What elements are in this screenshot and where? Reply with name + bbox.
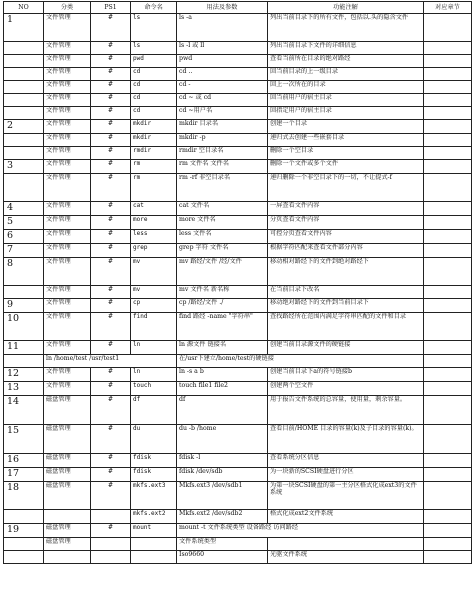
ps1-cell: #	[91, 368, 131, 382]
ps1-cell: #	[91, 396, 131, 425]
category-cell: 文件管理	[44, 341, 91, 355]
description-cell: 查看目前/HOME 目录的容量(k)及子目录的容量(k)。	[268, 425, 424, 454]
category-cell: 磁盘管理	[44, 524, 91, 538]
table-row	[4, 286, 472, 299]
description-cell: 可控分页查看文件内容	[268, 230, 424, 244]
description-cell: 根据字符匹配来查看文件部分内容	[268, 244, 424, 258]
ps1-cell: #	[91, 134, 131, 147]
description-cell	[268, 538, 424, 551]
table-row	[4, 313, 472, 341]
description-cell: 删除一个文件或多个文件	[268, 160, 424, 174]
description-cell: 移动绝对路经下的文件到当前目录下	[268, 299, 424, 313]
usage-cell: cp /路经/文件 ./	[177, 299, 268, 313]
table-row	[4, 382, 472, 396]
usage-cell: Mkfs.ext3 /dev/sdb1	[177, 482, 268, 510]
ps1-cell: #	[91, 482, 131, 510]
usage-cell: cd ~用户名	[177, 107, 268, 120]
row-number	[4, 174, 44, 202]
description-cell: 创建当前目录源文件的硬链接	[268, 341, 424, 355]
section-cell	[424, 368, 472, 382]
section-cell	[424, 299, 472, 313]
table-row	[4, 396, 472, 425]
command-cell: less	[131, 230, 177, 244]
section-cell	[424, 355, 472, 368]
row-number: 10	[4, 313, 44, 341]
category-cell: 文件管理	[44, 81, 91, 94]
ps1-cell: #	[91, 147, 131, 160]
command-cell: pwd	[131, 55, 177, 68]
usage-cell: mount -t 文件系统类型 设备路经 访问路经	[177, 524, 424, 538]
usage-cell: touch file1 file2	[177, 382, 268, 396]
row-number: 1	[4, 14, 44, 42]
row-number	[4, 107, 44, 120]
command-cell: touch	[131, 382, 177, 396]
description-cell: 查找路经所在范围内满足字符串匹配的文件和目录	[268, 313, 424, 341]
section-cell	[424, 258, 472, 286]
ps1-cell: #	[91, 68, 131, 81]
section-cell	[424, 538, 472, 551]
category-cell: 磁盘管理	[44, 482, 91, 510]
category-cell: 磁盘管理	[44, 425, 91, 454]
header-section: 对应章节	[424, 2, 472, 14]
table-row	[4, 134, 472, 147]
description-cell: 回当前目录的上一级目录	[268, 68, 424, 81]
section-cell	[424, 134, 472, 147]
usage-cell: cat 文件名	[177, 202, 268, 216]
category-cell: 文件管理	[44, 134, 91, 147]
description-cell: 移动相对路经下的文件到绝对路经下	[268, 258, 424, 286]
command-cell: df	[131, 396, 177, 425]
section-cell	[424, 147, 472, 160]
ps1-cell: #	[91, 174, 131, 202]
category-cell: 磁盘管理	[44, 538, 91, 551]
command-cell: mv	[131, 286, 177, 299]
category-cell: 文件管理	[44, 382, 91, 396]
category-cell: 文件管理	[44, 55, 91, 68]
category-cell: 文件管理	[44, 160, 91, 174]
ps1-cell	[91, 538, 131, 551]
command-cell: find	[131, 313, 177, 341]
merged-command-cell: ln /home/test /usr/test1	[44, 355, 177, 368]
table-row	[4, 174, 472, 202]
row-number: 14	[4, 396, 44, 425]
command-cell: mkdir	[131, 120, 177, 134]
description-cell: 递归式去创建一些嵌套目录	[268, 134, 424, 147]
usage-cell: mv 路经/文件 /经/文件	[177, 258, 268, 286]
usage-cell: ls -a	[177, 14, 268, 42]
ps1-cell: #	[91, 160, 131, 174]
row-number	[4, 538, 44, 551]
table-row	[4, 425, 472, 454]
command-cell: fdisk	[131, 454, 177, 468]
command-cell: cp	[131, 299, 177, 313]
table-row	[4, 230, 472, 244]
header-row	[4, 2, 472, 14]
command-cell: cd	[131, 94, 177, 107]
description-cell: 光驱文件系统	[268, 551, 424, 564]
description-cell: 列出当前目录下的所有文件，包括以.头的隐含文件	[268, 14, 424, 42]
usage-cell: fdisk -l	[177, 454, 268, 468]
row-number	[4, 147, 44, 160]
usage-cell: 文件系统类型	[177, 538, 268, 551]
section-cell	[424, 313, 472, 341]
category-cell: 文件管理	[44, 14, 91, 42]
row-number	[4, 94, 44, 107]
row-number	[4, 42, 44, 55]
table-row	[4, 368, 472, 382]
table-row	[4, 355, 472, 368]
ps1-cell: #	[91, 55, 131, 68]
ps1-cell	[91, 510, 131, 524]
table-row	[4, 510, 472, 524]
ps1-cell: #	[91, 202, 131, 216]
table-row	[4, 202, 472, 216]
category-cell: 文件管理	[44, 42, 91, 55]
header-description: 功能注解	[268, 2, 424, 14]
usage-cell: ln -s a b	[177, 368, 268, 382]
usage-cell: df	[177, 396, 268, 425]
section-cell	[424, 524, 472, 538]
command-cell: ls	[131, 14, 177, 42]
table-row	[4, 14, 472, 42]
linux-command-table	[3, 1, 472, 564]
description-cell: 列出当前目录下文件的详细信息	[268, 42, 424, 55]
usage-cell: mkdir -p	[177, 134, 268, 147]
row-number: 9	[4, 299, 44, 313]
table-row	[4, 160, 472, 174]
section-cell	[424, 454, 472, 468]
command-cell: rm	[131, 160, 177, 174]
table-row	[4, 42, 472, 55]
row-number: 11	[4, 341, 44, 355]
command-cell: cd	[131, 81, 177, 94]
description-cell: 查看当前所在目录的绝对路经	[268, 55, 424, 68]
usage-cell: cd ..	[177, 68, 268, 81]
ps1-cell: #	[91, 14, 131, 42]
usage-cell: grep 字符 文件名	[177, 244, 268, 258]
table-row	[4, 216, 472, 230]
category-cell: 文件管理	[44, 230, 91, 244]
section-cell	[424, 55, 472, 68]
table-row	[4, 551, 472, 564]
header-category: 分类	[44, 2, 91, 14]
command-reference-document	[3, 1, 471, 587]
category-cell: 文件管理	[44, 68, 91, 81]
ps1-cell: #	[91, 230, 131, 244]
description-cell: 一屏查看文件内容	[268, 202, 424, 216]
table-row	[4, 341, 472, 355]
description-cell: 格式化成ext2文件系统	[268, 510, 424, 524]
command-cell: mkfs.ext2	[131, 510, 177, 524]
usage-cell: rmdir 空目录名	[177, 147, 268, 160]
section-cell	[424, 382, 472, 396]
category-cell	[44, 551, 91, 564]
table-row	[4, 55, 472, 68]
table-row	[4, 538, 472, 551]
row-number	[4, 286, 44, 299]
command-cell: cd	[131, 68, 177, 81]
category-cell	[44, 510, 91, 524]
command-cell: du	[131, 425, 177, 454]
row-number: 12	[4, 368, 44, 382]
description-cell: 为第一块SCSI硬盘的第一主分区格式化成ext3的文件系统	[268, 482, 424, 510]
table-row	[4, 81, 472, 94]
description-cell: 分页查看文件内容	[268, 216, 424, 230]
section-cell	[424, 174, 472, 202]
usage-cell: find 路经 -name "字符串"	[177, 313, 268, 341]
section-cell	[424, 94, 472, 107]
section-cell	[424, 216, 472, 230]
ps1-cell: #	[91, 244, 131, 258]
command-cell: rm	[131, 174, 177, 202]
header-usage: 用法及参数	[177, 2, 268, 14]
category-cell: 磁盘管理	[44, 454, 91, 468]
usage-cell: mkdir 目录名	[177, 120, 268, 134]
row-number: 15	[4, 425, 44, 454]
category-cell: 磁盘管理	[44, 468, 91, 482]
ps1-cell: #	[91, 216, 131, 230]
usage-cell: less 文件名	[177, 230, 268, 244]
row-number: 6	[4, 230, 44, 244]
ps1-cell: #	[91, 341, 131, 355]
ps1-cell: #	[91, 425, 131, 454]
usage-cell: mv 文件名 新名称	[177, 286, 268, 299]
section-cell	[424, 244, 472, 258]
row-number: 19	[4, 524, 44, 538]
command-cell	[131, 538, 177, 551]
description-cell: 用于报告文件系统的总容量，使用量，剩余容量。	[268, 396, 424, 425]
row-number: 8	[4, 258, 44, 286]
section-cell	[424, 286, 472, 299]
description-cell: 删除一个空目录	[268, 147, 424, 160]
ps1-cell: #	[91, 107, 131, 120]
table-row	[4, 94, 472, 107]
ps1-cell: #	[91, 42, 131, 55]
row-number	[4, 134, 44, 147]
row-number	[4, 551, 44, 564]
command-cell: more	[131, 216, 177, 230]
table-row	[4, 107, 472, 120]
table-row	[4, 147, 472, 160]
description-cell: 回上一次所在的目录	[268, 81, 424, 94]
table-row	[4, 258, 472, 286]
usage-cell: ln 源文件 链接名	[177, 341, 268, 355]
category-cell: 文件管理	[44, 107, 91, 120]
usage-cell: more 文件名	[177, 216, 268, 230]
category-cell: 文件管理	[44, 147, 91, 160]
category-cell: 磁盘管理	[44, 396, 91, 425]
usage-cell: rm 文件名 文件名	[177, 160, 268, 174]
usage-cell: Mkfs.ext2 /dev/sdb2	[177, 510, 268, 524]
ps1-cell: #	[91, 382, 131, 396]
category-cell: 文件管理	[44, 258, 91, 286]
command-cell: grep	[131, 244, 177, 258]
description-cell: 为一块新的SCSI硬盘进行分区	[268, 468, 424, 482]
section-cell	[424, 396, 472, 425]
ps1-cell	[91, 551, 131, 564]
command-cell	[131, 551, 177, 564]
row-number: 13	[4, 382, 44, 396]
description-cell: 创建当前目录下a的符号链接b	[268, 368, 424, 382]
table-row	[4, 120, 472, 134]
command-cell: ls	[131, 42, 177, 55]
category-cell: 文件管理	[44, 94, 91, 107]
description-cell: 创建两个空文件	[268, 382, 424, 396]
command-cell: ln	[131, 368, 177, 382]
ps1-cell: #	[91, 313, 131, 341]
row-number: 17	[4, 468, 44, 482]
ps1-cell: #	[91, 81, 131, 94]
command-cell: mount	[131, 524, 177, 538]
section-cell	[424, 107, 472, 120]
category-cell: 文件管理	[44, 120, 91, 134]
section-cell	[424, 341, 472, 355]
description-cell: 回当前用户的宿主目录	[268, 94, 424, 107]
section-cell	[424, 202, 472, 216]
row-number: 7	[4, 244, 44, 258]
row-number	[4, 81, 44, 94]
table-row	[4, 482, 472, 510]
ps1-cell: #	[91, 94, 131, 107]
usage-cell: cd -	[177, 81, 268, 94]
row-number	[4, 55, 44, 68]
row-number: 4	[4, 202, 44, 216]
ps1-cell: #	[91, 299, 131, 313]
row-number: 3	[4, 160, 44, 174]
command-cell: mv	[131, 258, 177, 286]
table-row	[4, 299, 472, 313]
row-number: 16	[4, 454, 44, 468]
description-cell: 递归删除一个非空目录下的一切，不让提式-f	[268, 174, 424, 202]
description-cell: 查看系统分区信息	[268, 454, 424, 468]
usage-cell: 在/usr下建立/home/test的硬链接	[177, 355, 424, 368]
header-ps1: PS1	[91, 2, 131, 14]
row-number: 18	[4, 482, 44, 510]
category-cell: 文件管理	[44, 313, 91, 341]
section-cell	[424, 42, 472, 55]
header-no: NO	[4, 2, 44, 14]
section-cell	[424, 81, 472, 94]
row-number	[4, 510, 44, 524]
usage-cell: ls -l 或 ll	[177, 42, 268, 55]
table-row	[4, 68, 472, 81]
category-cell: 文件管理	[44, 202, 91, 216]
ps1-cell: #	[91, 468, 131, 482]
category-cell: 文件管理	[44, 174, 91, 202]
row-number	[4, 355, 44, 368]
command-cell: ln	[131, 341, 177, 355]
section-cell	[424, 425, 472, 454]
ps1-cell: #	[91, 524, 131, 538]
description-cell: 创建一个目录	[268, 120, 424, 134]
command-cell: rmdir	[131, 147, 177, 160]
command-cell: mkfs.ext3	[131, 482, 177, 510]
usage-cell: fdisk /dev/sdb	[177, 468, 268, 482]
category-cell: 文件管理	[44, 216, 91, 230]
section-cell	[424, 482, 472, 510]
command-cell: cat	[131, 202, 177, 216]
ps1-cell: #	[91, 120, 131, 134]
section-cell	[424, 68, 472, 81]
section-cell	[424, 551, 472, 564]
description-cell: 回指定用户的宿主目录	[268, 107, 424, 120]
section-cell	[424, 468, 472, 482]
header-command: 命令名	[131, 2, 177, 14]
section-cell	[424, 160, 472, 174]
command-cell: mkdir	[131, 134, 177, 147]
section-cell	[424, 230, 472, 244]
section-cell	[424, 510, 472, 524]
usage-cell: Iso9660	[177, 551, 268, 564]
row-number	[4, 68, 44, 81]
section-cell	[424, 120, 472, 134]
ps1-cell: #	[91, 258, 131, 286]
ps1-cell: #	[91, 286, 131, 299]
description-cell: 在当前目录下改名	[268, 286, 424, 299]
row-number: 2	[4, 120, 44, 134]
category-cell: 文件管理	[44, 299, 91, 313]
section-cell	[424, 14, 472, 42]
usage-cell: pwd	[177, 55, 268, 68]
usage-cell: rm -rf 非空目录名	[177, 174, 268, 202]
table-row	[4, 454, 472, 468]
table-row	[4, 244, 472, 258]
usage-cell: du -b /home	[177, 425, 268, 454]
command-cell: cd	[131, 107, 177, 120]
usage-cell: cd ~ 或 cd	[177, 94, 268, 107]
row-number: 5	[4, 216, 44, 230]
category-cell: 文件管理	[44, 368, 91, 382]
ps1-cell: #	[91, 454, 131, 468]
command-cell: fdisk	[131, 468, 177, 482]
category-cell: 文件管理	[44, 286, 91, 299]
table-row	[4, 524, 472, 538]
table-row	[4, 468, 472, 482]
category-cell: 文件管理	[44, 244, 91, 258]
